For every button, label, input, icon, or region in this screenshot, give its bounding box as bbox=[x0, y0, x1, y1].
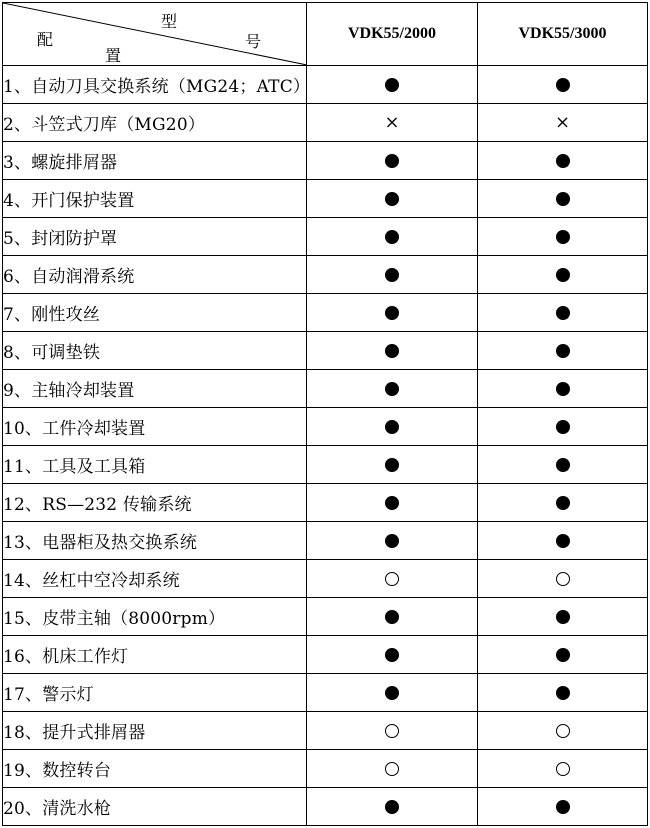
item-label: 10、工件冷却装置 bbox=[3, 408, 307, 446]
availability-cell bbox=[478, 256, 648, 294]
availability-cell bbox=[478, 674, 648, 712]
availability-cell bbox=[478, 598, 648, 636]
standard-filled-circle-icon bbox=[556, 382, 570, 396]
table-row bbox=[3, 104, 648, 142]
standard-filled-circle-icon bbox=[385, 78, 399, 92]
item-label: 16、机床工作灯 bbox=[3, 636, 307, 674]
table-row bbox=[3, 142, 648, 180]
availability-cell bbox=[307, 408, 478, 446]
availability-cell bbox=[478, 446, 648, 484]
item-label: 15、皮带主轴（8000rpm） bbox=[3, 598, 307, 636]
availability-cell bbox=[307, 750, 478, 788]
availability-cell bbox=[307, 104, 478, 142]
standard-filled-circle-icon bbox=[556, 78, 570, 92]
corner-label-bottom: 置 bbox=[105, 46, 122, 65]
table-row bbox=[3, 750, 648, 788]
standard-filled-circle-icon bbox=[385, 496, 399, 510]
availability-cell bbox=[307, 636, 478, 674]
standard-filled-circle-icon bbox=[385, 268, 399, 282]
table-row bbox=[3, 370, 648, 408]
standard-filled-circle-icon bbox=[385, 344, 399, 358]
table-row bbox=[3, 674, 648, 712]
availability-cell bbox=[307, 332, 478, 370]
item-label: 19、数控转台 bbox=[3, 750, 307, 788]
corner-label-right: 号 bbox=[245, 32, 262, 51]
standard-filled-circle-icon bbox=[385, 192, 399, 206]
availability-cell bbox=[307, 712, 478, 750]
availability-cell bbox=[307, 294, 478, 332]
standard-filled-circle-icon bbox=[385, 686, 399, 700]
standard-filled-circle-icon bbox=[556, 800, 570, 814]
item-label: 13、电器柜及热交换系统 bbox=[3, 522, 307, 560]
standard-filled-circle-icon bbox=[385, 648, 399, 662]
table-row bbox=[3, 560, 648, 598]
table-row bbox=[3, 598, 648, 636]
availability-cell bbox=[307, 674, 478, 712]
standard-filled-circle-icon bbox=[385, 800, 399, 814]
item-label: 8、可调垫铁 bbox=[3, 332, 307, 370]
optional-hollow-circle-icon bbox=[556, 762, 570, 776]
item-label: 14、丝杠中空冷却系统 bbox=[3, 560, 307, 598]
availability-cell bbox=[307, 142, 478, 180]
item-label: 9、主轴冷却装置 bbox=[3, 370, 307, 408]
table-row bbox=[3, 294, 648, 332]
item-label: 2、斗笠式刀库（MG20） bbox=[3, 104, 307, 142]
standard-filled-circle-icon bbox=[556, 534, 570, 548]
standard-filled-circle-icon bbox=[556, 610, 570, 624]
availability-cell bbox=[307, 446, 478, 484]
not-available-cross-icon: × bbox=[384, 112, 400, 133]
availability-cell bbox=[478, 294, 648, 332]
header-row bbox=[3, 3, 648, 66]
standard-filled-circle-icon bbox=[385, 420, 399, 434]
table-row bbox=[3, 180, 648, 218]
standard-filled-circle-icon bbox=[556, 344, 570, 358]
availability-cell bbox=[307, 370, 478, 408]
availability-cell bbox=[478, 636, 648, 674]
optional-hollow-circle-icon bbox=[556, 724, 570, 738]
optional-hollow-circle-icon bbox=[385, 762, 399, 776]
standard-filled-circle-icon bbox=[556, 420, 570, 434]
corner-label-top: 型 bbox=[161, 12, 178, 31]
table-row bbox=[3, 484, 648, 522]
item-label: 20、清洗水枪 bbox=[3, 788, 307, 826]
standard-filled-circle-icon bbox=[385, 610, 399, 624]
availability-cell bbox=[478, 484, 648, 522]
standard-filled-circle-icon bbox=[385, 154, 399, 168]
standard-filled-circle-icon bbox=[385, 382, 399, 396]
availability-cell bbox=[307, 218, 478, 256]
availability-cell bbox=[307, 598, 478, 636]
item-label: 7、刚性攻丝 bbox=[3, 294, 307, 332]
availability-cell bbox=[478, 180, 648, 218]
model-header-2: VDK55/3000 bbox=[478, 3, 648, 66]
standard-filled-circle-icon bbox=[556, 192, 570, 206]
standard-filled-circle-icon bbox=[385, 458, 399, 472]
availability-cell bbox=[478, 750, 648, 788]
item-label: 12、RS—232 传输系统 bbox=[3, 484, 307, 522]
availability-cell bbox=[478, 142, 648, 180]
optional-hollow-circle-icon bbox=[385, 572, 399, 586]
availability-cell bbox=[478, 332, 648, 370]
not-available-cross-icon: × bbox=[554, 112, 571, 133]
availability-cell bbox=[478, 218, 648, 256]
item-label: 5、封闭防护罩 bbox=[3, 218, 307, 256]
item-label: 11、工具及工具箱 bbox=[3, 446, 307, 484]
corner-label-left: 配 bbox=[37, 30, 54, 49]
item-label: 3、螺旋排屑器 bbox=[3, 142, 307, 180]
configuration-table bbox=[2, 2, 648, 826]
optional-hollow-circle-icon bbox=[556, 572, 570, 586]
availability-cell bbox=[307, 66, 478, 104]
standard-filled-circle-icon bbox=[556, 154, 570, 168]
availability-cell bbox=[307, 522, 478, 560]
item-label: 18、提升式排屑器 bbox=[3, 712, 307, 750]
table-row bbox=[3, 218, 648, 256]
table-row bbox=[3, 446, 648, 484]
availability-cell bbox=[307, 256, 478, 294]
availability-cell bbox=[307, 788, 478, 826]
table-row bbox=[3, 408, 648, 446]
table-row bbox=[3, 332, 648, 370]
availability-cell bbox=[478, 522, 648, 560]
availability-cell bbox=[478, 712, 648, 750]
standard-filled-circle-icon bbox=[385, 534, 399, 548]
standard-filled-circle-icon bbox=[385, 230, 399, 244]
availability-cell bbox=[307, 560, 478, 598]
table-row bbox=[3, 66, 648, 104]
table-body bbox=[3, 3, 648, 826]
item-label: 4、开门保护装置 bbox=[3, 180, 307, 218]
availability-cell bbox=[307, 180, 478, 218]
standard-filled-circle-icon bbox=[556, 306, 570, 320]
standard-filled-circle-icon bbox=[385, 306, 399, 320]
table-row bbox=[3, 522, 648, 560]
standard-filled-circle-icon bbox=[556, 268, 570, 282]
standard-filled-circle-icon bbox=[556, 686, 570, 700]
availability-cell bbox=[307, 484, 478, 522]
corner-header-cell bbox=[3, 3, 307, 66]
standard-filled-circle-icon bbox=[556, 496, 570, 510]
item-label: 6、自动润滑系统 bbox=[3, 256, 307, 294]
standard-filled-circle-icon bbox=[556, 458, 570, 472]
table-row bbox=[3, 636, 648, 674]
availability-cell bbox=[478, 408, 648, 446]
table-row bbox=[3, 712, 648, 750]
availability-cell bbox=[478, 66, 648, 104]
model-header-1: VDK55/2000 bbox=[307, 3, 478, 66]
availability-cell bbox=[478, 370, 648, 408]
availability-cell bbox=[478, 560, 648, 598]
item-label: 1、自动刀具交换系统（MG24；ATC） bbox=[3, 66, 307, 104]
standard-filled-circle-icon bbox=[556, 230, 570, 244]
table-row bbox=[3, 788, 648, 826]
standard-filled-circle-icon bbox=[556, 648, 570, 662]
optional-hollow-circle-icon bbox=[385, 724, 399, 738]
item-label: 17、警示灯 bbox=[3, 674, 307, 712]
table-row bbox=[3, 256, 648, 294]
availability-cell bbox=[478, 788, 648, 826]
availability-cell bbox=[478, 104, 648, 142]
